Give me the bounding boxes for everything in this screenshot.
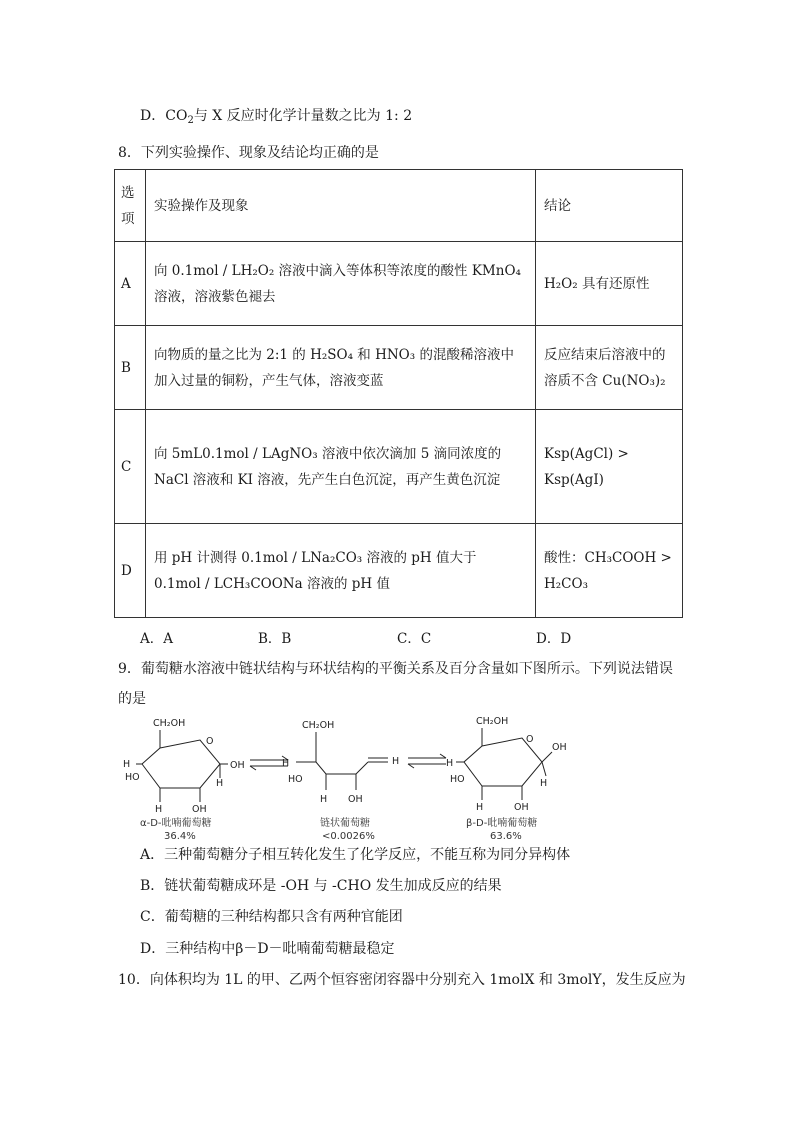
header-operation: 实验操作及现象 [146, 170, 536, 242]
svg-text:CH₂OH: CH₂OH [476, 716, 509, 727]
svg-text:H: H [540, 778, 548, 789]
svg-text:HO: HO [288, 774, 303, 785]
svg-text:CH₂OH: CH₂OH [153, 718, 186, 729]
svg-text:H: H [155, 804, 163, 815]
q8-choice-c: C．C [397, 631, 432, 647]
row-option: A [115, 242, 146, 326]
row-conclusion: 酸性：CH₃COOH > H₂CO₃ [536, 524, 683, 618]
svg-text:OH: OH [230, 760, 245, 771]
option-text: 与 X 反应时化学计量数之比为 1: 2 [193, 108, 413, 124]
table-row [115, 242, 683, 326]
svg-text:OH: OH [192, 804, 207, 815]
q8-table [114, 169, 683, 618]
svg-text:H: H [320, 794, 328, 805]
q9-option-c: C．葡萄糖的三种结构都只含有两种官能团 [140, 909, 403, 925]
row-operation: 向 5mL0.1mol / LAgNO₃ 溶液中依次滴加 5 滴同浓度的 NaCl 溶液和 KI 溶液，先产生白色沉淀，再产生黄色沉淀 [146, 410, 536, 524]
glucose-equilibrium-figure [120, 712, 580, 844]
q9-option-b: B．链状葡萄糖成环是 -OH 与 -CHO 发生加成反应的结果 [140, 878, 502, 894]
svg-text:O: O [526, 734, 534, 745]
row-conclusion: 反应结束后溶液中的溶质不含 Cu(NO₃)₂ [536, 326, 683, 410]
svg-text:OH: OH [552, 742, 567, 753]
q9-option-a: A．三种葡萄糖分子相互转化发生了化学反应，不能互称为同分异构体 [140, 847, 571, 863]
q8-stem: 8．下列实验操作、现象及结论均正确的是 [118, 145, 379, 161]
q10-stem: 10．向体积均为 1L 的甲、乙两个恒容密闭容器中分别充入 1molX 和 3molY，发生反应为 [118, 972, 686, 988]
row-option: B [115, 326, 146, 410]
q7-option-d [140, 106, 412, 126]
svg-text:O: O [206, 736, 214, 747]
row-operation: 用 pH 计测得 0.1mol / LNa₂CO₃ 溶液的 pH 值大于 0.1mol / LCH₃COONa 溶液的 pH 值 [146, 524, 536, 618]
q9-stem-line1: 9．葡萄糖水溶液中链状结构与环状结构的平衡关系及百分含量如下图所示。下列说法错误 [118, 661, 673, 677]
table-row [115, 410, 683, 524]
row-conclusion: H₂O₂ 具有还原性 [536, 242, 683, 326]
chain-name: 链状葡萄糖 [320, 818, 370, 829]
alpha-pct: 36.4% [164, 831, 196, 842]
q9-stem-line2: 的是 [118, 691, 146, 707]
header-conclusion: 结论 [536, 170, 683, 242]
q8-choice-d: D．D [536, 631, 572, 647]
alpha-name: α-D-吡喃葡萄糖 [140, 818, 212, 829]
svg-text:OH: OH [348, 794, 363, 805]
svg-text:H: H [446, 758, 454, 769]
svg-text:H: H [476, 802, 484, 813]
table-header-row [115, 170, 683, 242]
row-option: D [115, 524, 146, 618]
beta-pct: 63.6% [490, 831, 522, 842]
row-operation: 向 0.1mol / LH₂O₂ 溶液中滴入等体积等浓度的酸性 KMnO₄ 溶液，溶液紫色褪去 [146, 242, 536, 326]
header-option: 选项 [115, 170, 146, 242]
q8-choice-a: A．A [140, 631, 173, 647]
row-option: C [115, 410, 146, 524]
q8-choice-b: B．B [258, 631, 292, 647]
svg-text:H: H [282, 758, 290, 769]
table-row [115, 326, 683, 410]
subscript: 2 [187, 115, 194, 126]
svg-text:H: H [392, 756, 400, 767]
row-operation: 向物质的量之比为 2:1 的 H₂SO₄ 和 HNO₃ 的混酸稀溶液中加入过量的铜粉，产生气体，溶液变蓝 [146, 326, 536, 410]
svg-text:H: H [216, 778, 224, 789]
table-row [115, 524, 683, 618]
option-label: D． [140, 108, 166, 124]
q9-option-d: D．三种结构中β－D－吡喃葡萄糖最稳定 [140, 941, 395, 957]
svg-text:H: H [123, 759, 131, 770]
svg-text:CH₂OH: CH₂OH [302, 720, 335, 731]
chain-pct: <0.0026% [322, 831, 375, 842]
svg-text:OH: OH [514, 802, 529, 813]
svg-text:HO: HO [450, 774, 465, 785]
formula-text: CO [165, 108, 188, 124]
beta-name: β-D-吡喃葡萄糖 [466, 818, 538, 829]
row-conclusion: Ksp(AgCl) > Ksp(AgI) [536, 410, 683, 524]
svg-text:HO: HO [125, 772, 140, 783]
